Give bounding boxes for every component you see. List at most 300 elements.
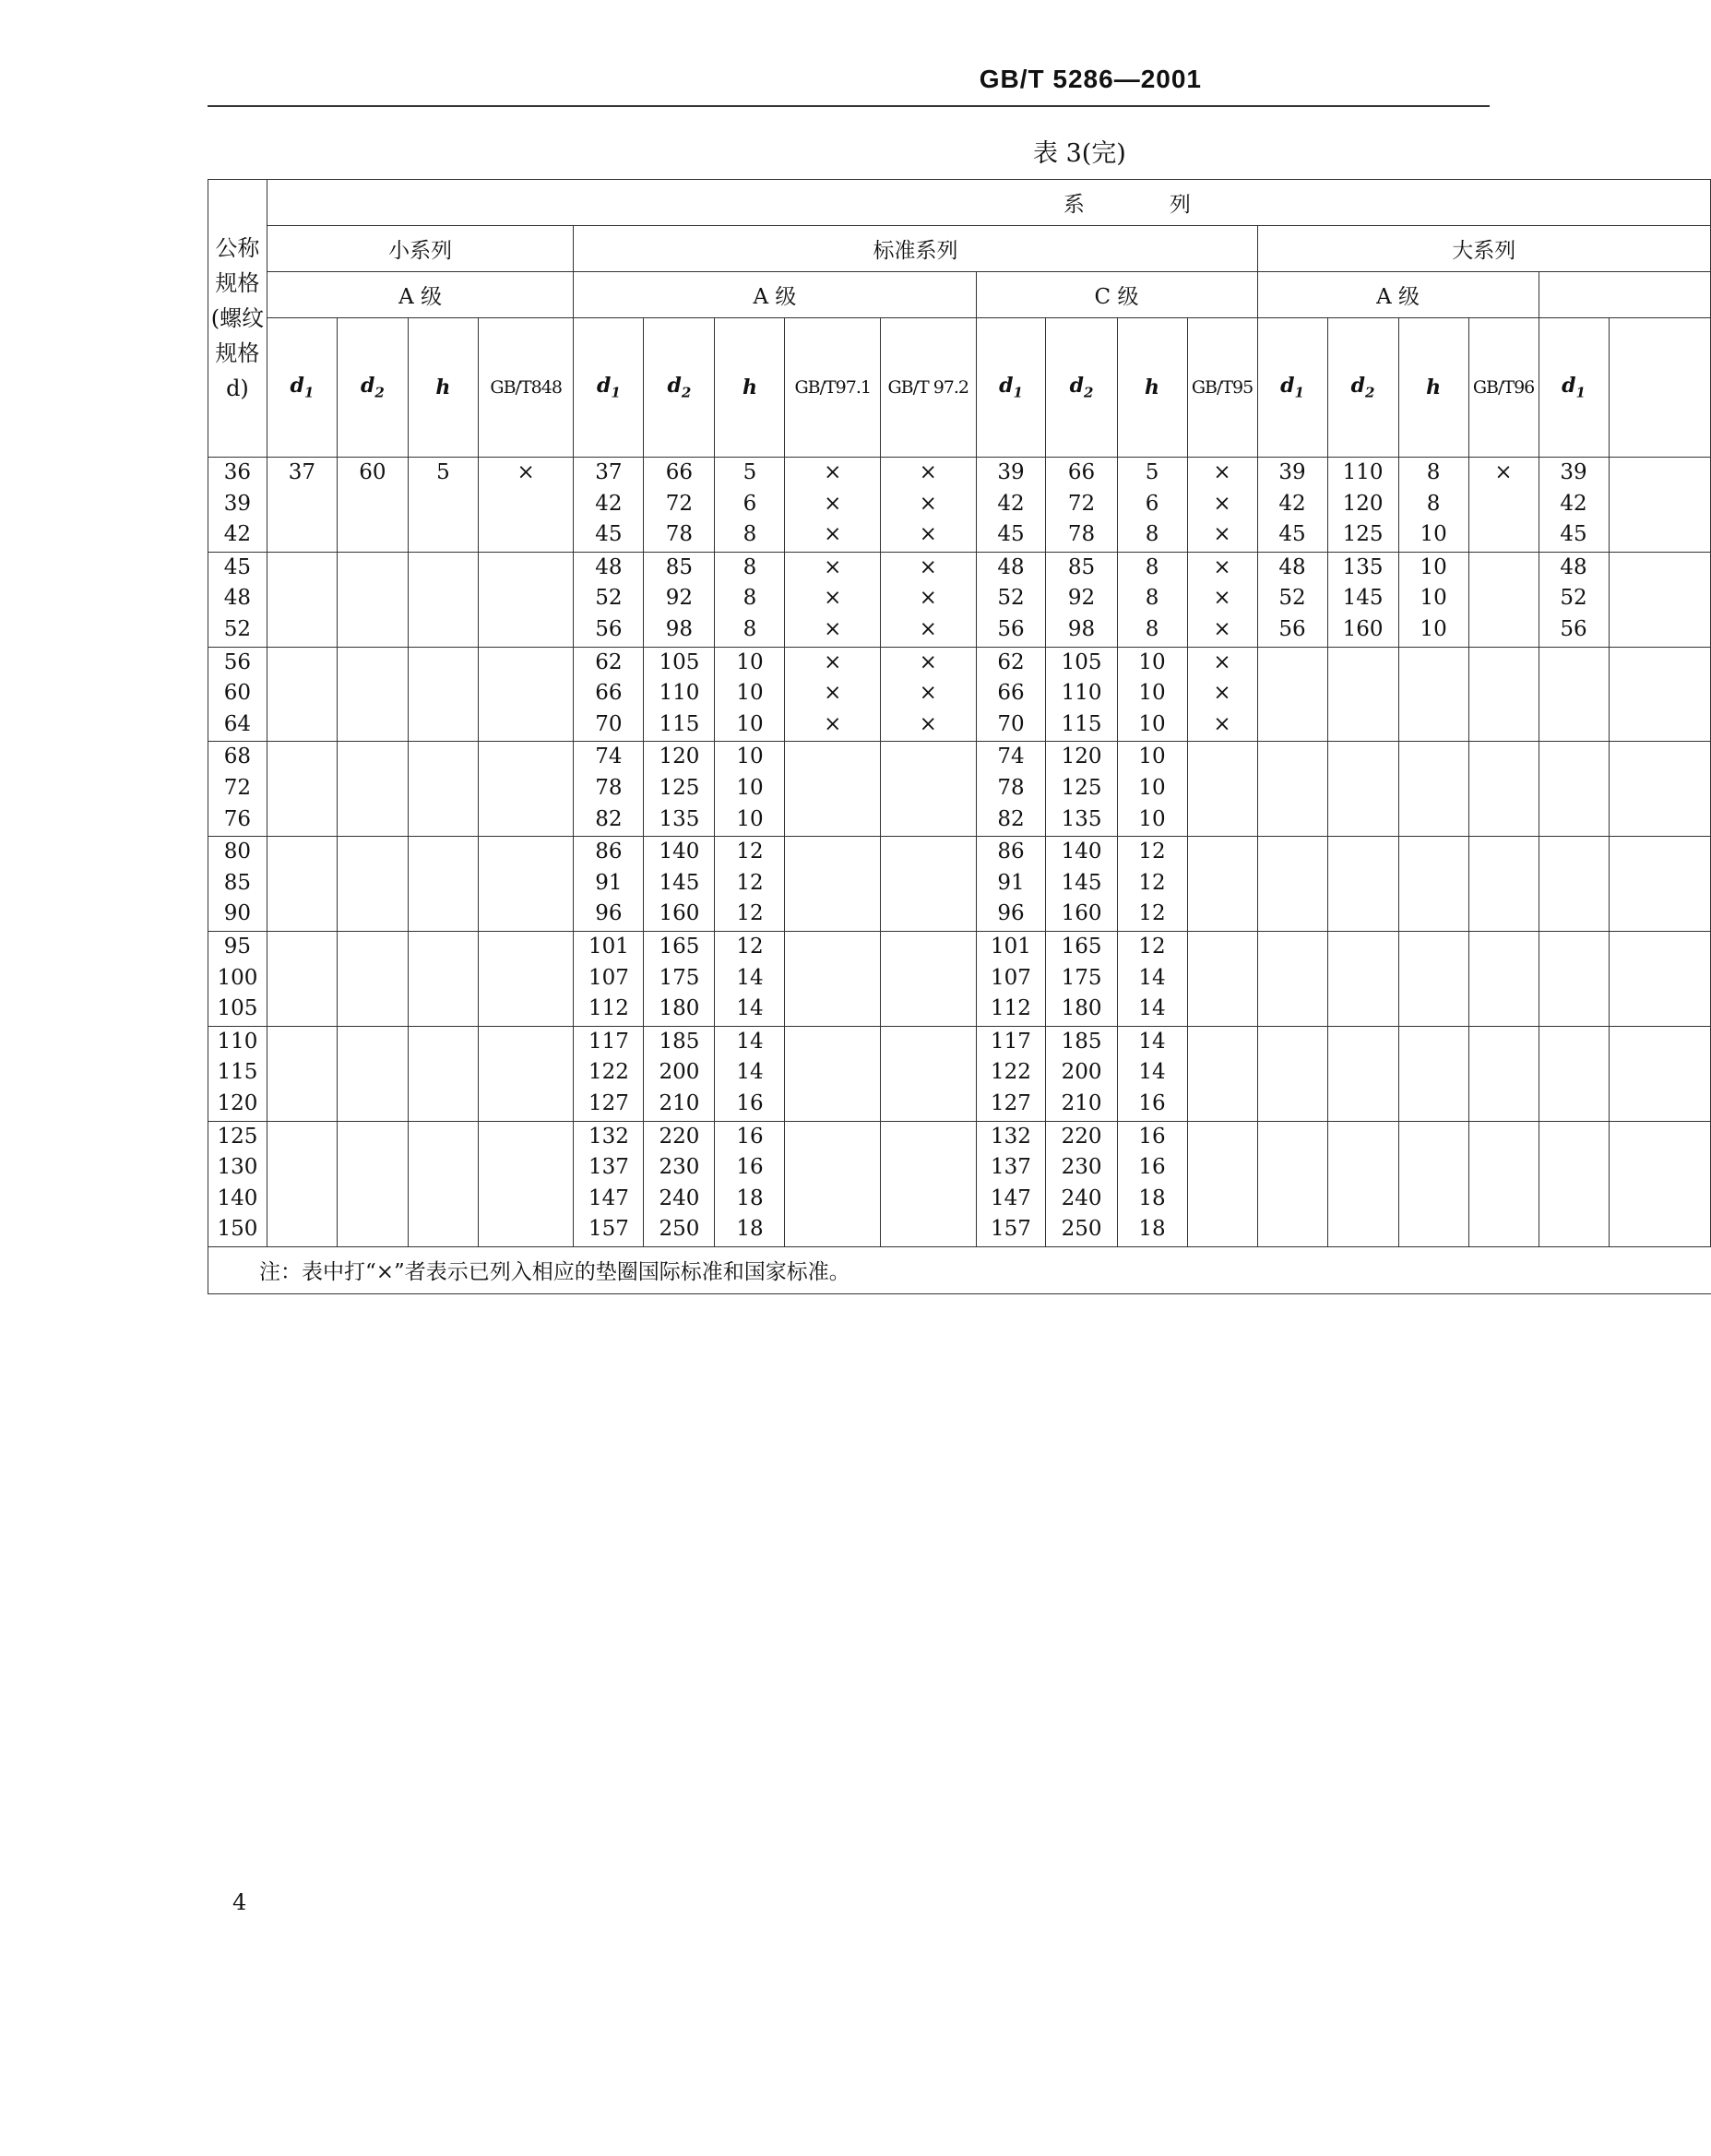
cell-value: 10 — [1420, 616, 1447, 641]
cell-value: 101 — [991, 934, 1031, 959]
cell-value: 175 — [1061, 965, 1102, 990]
cell-value: 12 — [1138, 840, 1166, 864]
cell-value: 70 — [997, 711, 1025, 736]
cell-value: 5 — [743, 460, 757, 484]
cell-stdA-d2 — [644, 1121, 715, 1246]
cell-stdC-h — [1117, 458, 1187, 553]
cell-value: 12 — [1138, 934, 1166, 959]
cell-large-d1c — [1539, 647, 1609, 742]
col-d2: $d_2$ — [644, 318, 715, 458]
cell-value: 115 — [659, 711, 700, 736]
cell-small-d1 — [267, 552, 337, 647]
cell-value: 60 — [359, 460, 386, 484]
cell-value: 10 — [1138, 775, 1166, 800]
cell-value: 16 — [736, 1090, 764, 1115]
cell-stdA-d2 — [644, 647, 715, 742]
cell-stdC-gb95 — [1187, 1121, 1257, 1246]
cell-stdC-d2 — [1046, 837, 1117, 932]
cell-value: 42 — [223, 522, 252, 547]
cell-value: 132 — [588, 1124, 629, 1149]
cell-value: 8 — [743, 616, 757, 641]
cell-large-gb96 — [1468, 931, 1539, 1026]
cell-value: 8 — [1426, 460, 1441, 484]
cell-value: × — [824, 460, 842, 484]
cell-cut-off — [1609, 458, 1710, 553]
cell-value: × — [1494, 460, 1513, 484]
cell-stdA-d2 — [644, 1026, 715, 1121]
nominal-size-header — [208, 180, 267, 458]
cell-stdC-h — [1117, 1121, 1187, 1246]
cell-value: 92 — [1067, 586, 1096, 611]
cell-value: 105 — [217, 996, 258, 1021]
cell-value: 85 — [223, 870, 252, 895]
cell-value: 72 — [223, 775, 252, 800]
cell-large-h — [1398, 1026, 1468, 1121]
cell-value: 56 — [1560, 616, 1587, 641]
cell-value: 52 — [595, 586, 623, 611]
cell-value: 37 — [595, 460, 623, 484]
cell-value: 6 — [743, 491, 757, 516]
cell-small-gb848 — [478, 647, 574, 742]
cell-stdA-d1 — [574, 931, 644, 1026]
cell-value: 74 — [595, 744, 623, 769]
cell-value: × — [824, 711, 842, 736]
cell-value: × — [919, 681, 937, 706]
cell-value: 250 — [1061, 1217, 1102, 1242]
cell-value: 140 — [1061, 840, 1102, 864]
cell-small-d2 — [337, 1026, 408, 1121]
cell-value: × — [1213, 681, 1231, 706]
cell-large-d1 — [1257, 647, 1327, 742]
cell-value: 86 — [997, 840, 1025, 864]
cell-value: 8 — [743, 554, 757, 579]
col-d2: $d_2$ — [1327, 318, 1398, 458]
cell-value: 85 — [1067, 554, 1096, 579]
cell-value: 210 — [659, 1090, 700, 1115]
cell-value: × — [824, 522, 842, 547]
cell-stdA-gb972 — [880, 1026, 976, 1121]
cell-value: 117 — [991, 1029, 1031, 1054]
cell-value: 56 — [223, 649, 252, 674]
cell-large-d1c — [1539, 1121, 1609, 1246]
cell-small-h — [408, 931, 478, 1026]
cell-stdC-d1 — [976, 647, 1046, 742]
cell-large-gb96 — [1468, 1121, 1539, 1246]
cell-value: 8 — [1145, 554, 1159, 579]
cell-value: 16 — [1138, 1155, 1166, 1180]
cell-stdC-gb95 — [1187, 552, 1257, 647]
cell-stdC-d2 — [1046, 647, 1117, 742]
cell-large-d1 — [1257, 1121, 1327, 1246]
cell-value: 105 — [659, 649, 700, 674]
col-gb972: GB/T 97.2 — [880, 318, 976, 458]
cell-value: 175 — [659, 965, 700, 990]
cell-value: 122 — [991, 1060, 1031, 1085]
cell-value: 91 — [595, 870, 623, 895]
cell-value: 18 — [1138, 1217, 1166, 1242]
cell-stdA-gb971 — [785, 458, 881, 553]
cell-stdA-gb971 — [785, 742, 881, 837]
table-caption: 表 3(完) — [1033, 139, 1126, 168]
cell-value: 127 — [991, 1090, 1031, 1115]
cell-value: 16 — [736, 1155, 764, 1180]
cell-value: 56 — [997, 616, 1025, 641]
cell-stdC-gb95 — [1187, 647, 1257, 742]
cell-value: 10 — [1138, 744, 1166, 769]
cell-value: 56 — [595, 616, 623, 641]
cell-value: 14 — [736, 965, 764, 990]
col-d1: $d_1$ — [1539, 318, 1609, 458]
cell-stdC-d1 — [976, 458, 1046, 553]
cell-value: 82 — [595, 806, 623, 831]
cell-cut-off — [1609, 931, 1710, 1026]
cell-large-d1c — [1539, 742, 1609, 837]
cell-value: 107 — [588, 965, 629, 990]
cell-stdA-d2 — [644, 931, 715, 1026]
cell-value: 37 — [288, 460, 315, 484]
cell-small-d2 — [337, 647, 408, 742]
cell-value: 132 — [991, 1124, 1031, 1149]
cell-large-d1 — [1257, 931, 1327, 1026]
nominal-line: 规格 — [215, 340, 260, 366]
cell-large-h — [1398, 552, 1468, 647]
cell-value: 145 — [659, 870, 700, 895]
cell-d-d — [208, 837, 267, 932]
cell-d-d — [208, 742, 267, 837]
cell-value: 165 — [659, 934, 700, 959]
cell-value: 125 — [1342, 522, 1384, 547]
cell-small-d2 — [337, 552, 408, 647]
col-d1: $d_1$ — [1257, 318, 1327, 458]
cell-value: 160 — [1061, 901, 1102, 926]
cell-stdC-d1 — [976, 931, 1046, 1026]
cell-value: 12 — [736, 870, 764, 895]
header-rule — [208, 105, 1490, 107]
cell-large-h — [1398, 647, 1468, 742]
cell-value: × — [1213, 649, 1231, 674]
cell-small-d1 — [267, 647, 337, 742]
cell-value: 10 — [736, 775, 764, 800]
cell-value: 78 — [997, 775, 1025, 800]
cell-d-d — [208, 1121, 267, 1246]
cell-value: 70 — [595, 711, 623, 736]
cell-value: 45 — [595, 522, 623, 547]
cell-small-gb848 — [478, 458, 574, 553]
cell-value: 14 — [1138, 1060, 1166, 1085]
cell-large-d2 — [1327, 837, 1398, 932]
cell-stdA-gb972 — [880, 552, 976, 647]
washer-dimensions-table — [208, 179, 1711, 1294]
cell-value: 120 — [217, 1090, 258, 1115]
cell-value: 10 — [1138, 649, 1166, 674]
cell-value: 66 — [997, 681, 1025, 706]
cell-value: 10 — [736, 806, 764, 831]
cell-value: 8 — [743, 586, 757, 611]
cell-stdC-d2 — [1046, 742, 1117, 837]
cell-large-d1 — [1257, 1026, 1327, 1121]
cell-large-gb96 — [1468, 552, 1539, 647]
cell-value: × — [1213, 711, 1231, 736]
cell-value: 90 — [223, 901, 252, 926]
cell-value: × — [919, 711, 937, 736]
cell-stdC-d2 — [1046, 931, 1117, 1026]
table-row-group — [208, 742, 1711, 837]
cell-value: 140 — [217, 1185, 258, 1210]
col-d1: $d_1$ — [267, 318, 337, 458]
cell-large-d1 — [1257, 552, 1327, 647]
table-body — [208, 458, 1711, 1247]
cell-value: 105 — [1061, 649, 1102, 674]
cell-value: × — [919, 554, 937, 579]
cell-small-d2 — [337, 458, 408, 553]
cell-value: 14 — [1138, 1029, 1166, 1054]
cell-value: 10 — [736, 681, 764, 706]
page-number: 4 — [232, 1889, 247, 1915]
cell-value: 18 — [736, 1217, 764, 1242]
cell-value: 48 — [223, 586, 252, 611]
cell-value: 14 — [736, 1060, 764, 1085]
cell-large-d2 — [1327, 552, 1398, 647]
cell-value: 185 — [659, 1029, 700, 1054]
cell-cut-off — [1609, 1026, 1710, 1121]
col-gb848: GB/T848 — [478, 318, 574, 458]
cell-value: 96 — [997, 901, 1025, 926]
cell-stdA-d1 — [574, 742, 644, 837]
cell-stdC-d2 — [1046, 458, 1117, 553]
table-row-group — [208, 1026, 1711, 1121]
cell-value: 42 — [1560, 491, 1587, 516]
cell-value: 12 — [1138, 901, 1166, 926]
cell-value: 74 — [997, 744, 1025, 769]
cell-stdA-h — [715, 1121, 785, 1246]
cell-large-d1 — [1257, 742, 1327, 837]
cell-value: 10 — [1420, 522, 1447, 547]
cell-small-gb848 — [478, 837, 574, 932]
cell-large-h — [1398, 837, 1468, 932]
cell-value: × — [919, 649, 937, 674]
cell-value: 157 — [991, 1217, 1031, 1242]
cell-stdA-d1 — [574, 647, 644, 742]
cell-large-d1c — [1539, 837, 1609, 932]
cell-value: 66 — [595, 681, 623, 706]
cell-value: 42 — [1278, 491, 1306, 516]
cell-stdA-h — [715, 647, 785, 742]
cell-value: 6 — [1145, 491, 1159, 516]
cell-value: 140 — [659, 840, 700, 864]
cell-cut-off — [1609, 742, 1710, 837]
cell-value: 39 — [997, 460, 1025, 484]
cell-value: 78 — [665, 522, 694, 547]
small-series-header: 小系列 — [267, 226, 574, 272]
cell-value: 200 — [659, 1060, 700, 1085]
cell-value: 14 — [736, 1029, 764, 1054]
cell-value: 8 — [1145, 586, 1159, 611]
cell-value: × — [824, 681, 842, 706]
cell-large-gb96 — [1468, 458, 1539, 553]
cell-small-d2 — [337, 1121, 408, 1246]
cell-value: 10 — [1138, 711, 1166, 736]
cell-value: 45 — [997, 522, 1025, 547]
cell-value: 39 — [1560, 460, 1587, 484]
cell-large-d1c — [1539, 458, 1609, 553]
cell-value: 135 — [659, 806, 700, 831]
cell-value: 122 — [588, 1060, 629, 1085]
cell-value: 10 — [736, 744, 764, 769]
cell-small-h — [408, 1121, 478, 1246]
cell-value: 250 — [659, 1217, 700, 1242]
cell-stdA-h — [715, 837, 785, 932]
cell-value: 10 — [1138, 681, 1166, 706]
cell-small-d2 — [337, 742, 408, 837]
cell-small-d1 — [267, 1121, 337, 1246]
cell-value: × — [824, 616, 842, 641]
cell-value: 110 — [1342, 460, 1384, 484]
cell-value: 45 — [223, 554, 252, 579]
cell-stdA-gb972 — [880, 458, 976, 553]
cell-value: 98 — [665, 616, 694, 641]
cell-value: 120 — [659, 744, 700, 769]
cell-value: 48 — [1278, 554, 1306, 579]
cell-value: 60 — [223, 681, 252, 706]
cell-value: 107 — [991, 965, 1031, 990]
cell-d-d — [208, 931, 267, 1026]
cell-small-h — [408, 742, 478, 837]
cell-small-h — [408, 458, 478, 553]
nominal-line: (螺纹 — [210, 305, 265, 331]
large-series-header: 大系列 — [1257, 226, 1710, 272]
cell-small-gb848 — [478, 1121, 574, 1246]
cell-value: 137 — [991, 1155, 1031, 1180]
cell-value: 125 — [217, 1124, 258, 1149]
cell-value: 10 — [1420, 586, 1447, 611]
cell-value: × — [1213, 522, 1231, 547]
col-h: h — [408, 318, 478, 458]
col-cut-off — [1609, 318, 1710, 458]
cell-value: 12 — [736, 934, 764, 959]
cell-value: 145 — [1061, 870, 1102, 895]
cell-small-d2 — [337, 837, 408, 932]
cell-stdA-d2 — [644, 552, 715, 647]
cell-small-d1 — [267, 1026, 337, 1121]
table-row-group — [208, 458, 1711, 553]
cell-cut-off — [1609, 647, 1710, 742]
cell-large-gb96 — [1468, 837, 1539, 932]
cell-value: 12 — [736, 840, 764, 864]
cell-small-h — [408, 837, 478, 932]
cell-stdC-gb95 — [1187, 931, 1257, 1026]
cell-small-d1 — [267, 742, 337, 837]
cell-large-d2 — [1327, 458, 1398, 553]
cell-value: 180 — [1061, 996, 1102, 1021]
cell-value: 5 — [1145, 460, 1159, 484]
cell-value: × — [919, 460, 937, 484]
cell-large-d2 — [1327, 931, 1398, 1026]
cell-stdA-h — [715, 931, 785, 1026]
cell-value: 80 — [223, 840, 252, 864]
cell-value: 85 — [665, 554, 694, 579]
large-grade-a-header: A 级 — [1257, 272, 1539, 318]
cell-value: 125 — [1061, 775, 1102, 800]
cell-stdC-h — [1117, 742, 1187, 837]
cell-stdA-d1 — [574, 458, 644, 553]
cell-value: 135 — [1061, 806, 1102, 831]
cell-value: 127 — [588, 1090, 629, 1115]
cell-large-d2 — [1327, 1121, 1398, 1246]
col-h: h — [1117, 318, 1187, 458]
cell-value: 110 — [659, 681, 700, 706]
cell-stdC-h — [1117, 1026, 1187, 1121]
cell-value: 135 — [1342, 554, 1384, 579]
cell-value: 96 — [595, 901, 623, 926]
cell-small-gb848 — [478, 552, 574, 647]
cell-value: 145 — [1342, 586, 1384, 611]
cell-value: 82 — [997, 806, 1025, 831]
cell-value: 48 — [1560, 554, 1587, 579]
cell-stdA-gb971 — [785, 837, 881, 932]
cell-stdC-gb95 — [1187, 742, 1257, 837]
nominal-line: d) — [226, 375, 249, 401]
cell-large-d2 — [1327, 742, 1398, 837]
table-note: 注：表中打“×”者表示已列入相应的垫圈国际标准和国家标准。 — [208, 1246, 1711, 1293]
cell-large-d2 — [1327, 647, 1398, 742]
table-row-group — [208, 647, 1711, 742]
cell-cut-off — [1609, 1121, 1710, 1246]
cell-value: 100 — [217, 965, 258, 990]
cell-value: 48 — [595, 554, 623, 579]
col-gb95: GB/T95 — [1187, 318, 1257, 458]
standard-series-header: 标准系列 — [574, 226, 1257, 272]
cell-value: 240 — [659, 1185, 700, 1210]
cell-stdC-d1 — [976, 837, 1046, 932]
cell-value: × — [824, 554, 842, 579]
cell-stdA-gb972 — [880, 647, 976, 742]
cell-value: 10 — [736, 711, 764, 736]
cell-value: 8 — [743, 522, 757, 547]
cell-small-d1 — [267, 837, 337, 932]
standard-code: GB/T 5286—2001 — [979, 65, 1202, 93]
col-d2: $d_2$ — [1046, 318, 1117, 458]
cell-value: × — [919, 522, 937, 547]
cell-large-d1c — [1539, 931, 1609, 1026]
col-h: h — [1398, 318, 1468, 458]
series-header: 系 列 — [267, 180, 1710, 226]
cell-stdC-gb95 — [1187, 837, 1257, 932]
cell-value: × — [919, 616, 937, 641]
cell-value: 64 — [223, 711, 252, 736]
cell-value: 39 — [223, 491, 252, 516]
cell-value: 52 — [997, 586, 1025, 611]
cell-small-gb848 — [478, 1026, 574, 1121]
cell-value: 66 — [1067, 460, 1096, 484]
cell-value: 185 — [1061, 1029, 1102, 1054]
cell-value: 165 — [1061, 934, 1102, 959]
cell-value: 12 — [1138, 870, 1166, 895]
cell-d-d — [208, 647, 267, 742]
cell-stdA-gb972 — [880, 1121, 976, 1246]
cell-small-d2 — [337, 931, 408, 1026]
cell-value: 98 — [1067, 616, 1096, 641]
cell-value: 5 — [436, 460, 450, 484]
cell-cut-off — [1609, 837, 1710, 932]
nominal-line: 规格 — [215, 270, 260, 296]
cell-cut-off — [1609, 552, 1710, 647]
cell-small-d1 — [267, 931, 337, 1026]
cell-value: 147 — [991, 1185, 1031, 1210]
cell-value: 16 — [1138, 1124, 1166, 1149]
small-grade-a-header: A 级 — [267, 272, 574, 318]
cell-stdC-h — [1117, 647, 1187, 742]
cell-stdA-d2 — [644, 742, 715, 837]
